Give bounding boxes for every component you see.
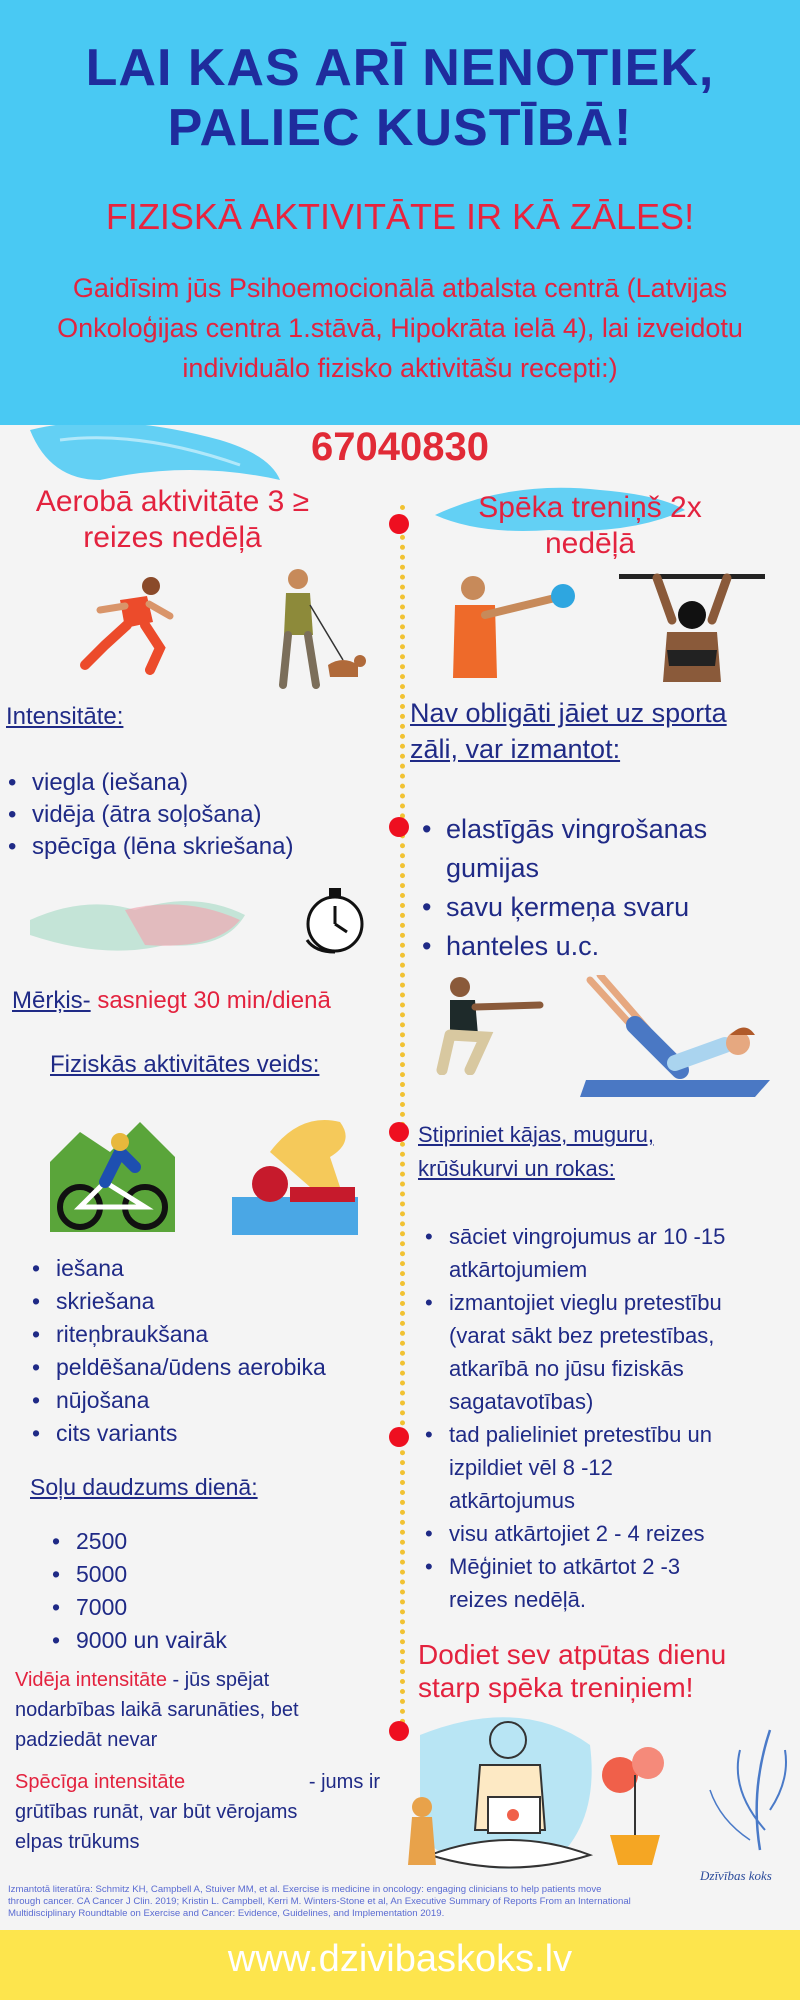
timeline-dot — [389, 1122, 409, 1142]
goal-value: sasniegt 30 min/dienā — [90, 987, 331, 1014]
references-line-1: Izmantotā literatūra: Schmitz KH, Campbell A, Stuiver MM, et al. Exercise is medicine in oncology: engaging clinicians to help patients move — [8, 1884, 602, 1895]
moderate-line-1: - jūs spējat — [166, 1669, 270, 1691]
list-item: • hanteles u.c. — [422, 927, 707, 966]
moderate-intensity-text — [15, 1665, 385, 1755]
references — [8, 1884, 794, 1920]
moderate-line-3: padziedāt nevar — [15, 1729, 158, 1751]
moderate-term: Vidēja intensitāte — [15, 1669, 167, 1691]
phone-number[interactable]: 67040830 — [311, 425, 489, 469]
list-item — [425, 1418, 800, 1517]
step-2-line-4: sagatavotības) — [449, 1389, 594, 1414]
swimmer-icon — [230, 1112, 360, 1237]
vigorous-line-2: grūtības runāt, var būt vērojams — [15, 1801, 298, 1823]
strengthen-heading — [418, 1118, 654, 1186]
list-item: • 9000 un vairāk — [52, 1624, 227, 1657]
timeline-dot — [389, 1427, 409, 1447]
goal-label: Mērķis- — [12, 987, 91, 1014]
list-item — [425, 1220, 800, 1286]
equipment-list — [422, 810, 707, 966]
page-subtitle: FIZISKĀ AKTIVITĀTE IR KĀ ZĀLES! — [105, 196, 695, 237]
strength-heading-line-1: Spēka treniņš 2x — [478, 491, 702, 524]
list-item: • visu atkārtojiet 2 - 4 reizes — [425, 1517, 800, 1550]
dog-icon — [402, 1795, 442, 1870]
strengthen-line-2: krūšukurvi un rokas: — [418, 1156, 615, 1181]
strengthen-line-1: Stipriniet kājas, muguru, — [418, 1122, 654, 1147]
aerobic-heading-line-1: Aerobā aktivitāte 3 ≥ — [35, 485, 310, 518]
intro-line-2: Onkoloģijas centra 1.stāvā, Hipokrāta ielā 4), lai izveidotu — [57, 313, 743, 343]
cyclist-icon — [50, 1112, 175, 1232]
dog-walker-icon — [258, 565, 373, 695]
aerobic-heading-line-2: reizes nedēļā — [83, 521, 262, 554]
activity-types-label: Fiziskās aktivitātes veids: — [50, 1051, 320, 1078]
gym-note-line-1: Nav obligāti jāiet uz sporta — [410, 698, 727, 728]
aerobic-heading — [5, 484, 340, 556]
gym-note — [410, 695, 727, 767]
intensity-list — [8, 767, 293, 863]
strength-heading-line-2: nedēļā — [544, 527, 636, 560]
page-title — [0, 38, 800, 158]
step-3-line-3: atkārtojumus — [449, 1488, 575, 1513]
activity-types-list — [32, 1252, 326, 1450]
runner-icon — [65, 570, 185, 675]
list-item: • iešana — [32, 1252, 326, 1285]
list-item — [425, 1550, 800, 1616]
intro-line-1: Gaidīsim jūs Psihoemocionālā atbalsta centrā (Latvijas — [72, 273, 728, 303]
intensity-label: Intensitāte: — [6, 703, 124, 730]
equipment-item-1-line-2: gumijas — [446, 853, 540, 883]
moderate-line-2: nodarbības laikā sarunāties, bet — [15, 1699, 299, 1721]
step-2-line-3: atkarībā no jūsu fiziskās — [449, 1356, 684, 1381]
steps-label: Soļu daudzums dienā: — [30, 1474, 258, 1500]
step-3-line-2: izpildiet vēl 8 -12 — [449, 1455, 613, 1480]
plant-icon — [600, 1735, 670, 1870]
list-item: • 2500 — [52, 1525, 227, 1558]
references-line-3: Multidisciplinary Roundtable on Exercise and Cancer: Evidence, Guidelines, and Implementation 2019. — [8, 1908, 445, 1919]
step-2-line-2: (varat sākt bez pretestības, — [449, 1323, 715, 1348]
dotted-timeline — [400, 505, 405, 1735]
list-item: • skriešana — [32, 1285, 326, 1318]
list-item: • 5000 — [52, 1558, 227, 1591]
kettlebell-man-icon — [445, 570, 580, 680]
list-item — [422, 810, 707, 888]
title-line-2: PALIEC KUSTĪBĀ! — [167, 99, 633, 157]
list-item: • peldēšana/ūdens aerobika — [32, 1351, 326, 1384]
list-item: • vidēja (ātra soļošana) — [8, 799, 293, 831]
rest-line-1: Dodiet sev atpūtas dienu — [418, 1639, 727, 1670]
step-5-line-2: reizes nedēļā. — [449, 1587, 586, 1612]
vigorous-term: Spēcīga intensitāte — [15, 1771, 186, 1793]
steps-list — [52, 1525, 227, 1657]
step-3-line-1: • tad palieliniet pretestību un — [449, 1422, 712, 1447]
list-item: • savu ķermeņa svaru — [422, 888, 707, 927]
list-item: • nūjošana — [32, 1384, 326, 1417]
situp-woman-icon — [580, 975, 775, 1100]
logo-text: Dzīvības koks — [700, 1868, 772, 1883]
list-item: • riteņbraukšana — [32, 1318, 326, 1351]
references-line-2: through cancer. CA Cancer J Clin. 2019; Kristin L. Campbell, Kerri M. Winters-Stone et al, An Executive Summary of Reports From an International — [8, 1896, 631, 1907]
step-1-line-2: atkārtojumiem — [449, 1257, 588, 1282]
timeline-dot — [389, 514, 409, 534]
goal-text — [12, 985, 331, 1017]
intro-text — [10, 268, 790, 388]
list-item: • viegla (iešana) — [8, 767, 293, 799]
vigorous-line-3: elpas trūkums — [15, 1831, 140, 1853]
pastel-brush-stroke — [25, 890, 250, 965]
rest-line-2: starp spēka treniņiem! — [418, 1672, 694, 1703]
equipment-item-1-line-1: • elastīgās vingrošanas — [446, 814, 708, 844]
website-link[interactable]: www.dzivibaskoks.lv — [227, 1938, 573, 1980]
list-item — [425, 1286, 800, 1418]
tree-logo-icon — [690, 1710, 800, 1860]
pullup-woman-icon — [617, 570, 767, 685]
strength-steps-list — [425, 1220, 800, 1616]
gym-note-line-2: zāli, var izmantot: — [410, 734, 621, 764]
stopwatch-icon — [295, 880, 375, 960]
footer-bar — [0, 1930, 800, 2000]
step-5-line-1: • Mēģiniet to atkārtot 2 -3 — [449, 1554, 681, 1579]
list-item: • spēcīga (lēna skriešana) — [8, 831, 293, 863]
strength-heading — [440, 490, 740, 562]
list-item: • cits variants — [32, 1417, 326, 1450]
header-banner — [0, 0, 800, 425]
squat-man-icon — [420, 975, 545, 1075]
step-1-line-1: • sāciet vingrojumus ar 10 -15 — [449, 1224, 726, 1249]
step-2-line-1: • izmantojiet vieglu pretestību — [449, 1290, 722, 1315]
timeline-dot — [389, 817, 409, 837]
vigorous-intensity-text — [15, 1767, 380, 1857]
title-line-1: LAI KAS ARĪ NENOTIEK, — [85, 39, 715, 97]
list-item: • 7000 — [52, 1591, 227, 1624]
intro-line-3: individuālo fizisko aktivitāšu recepti:) — [182, 353, 618, 383]
vigorous-line-1: - jums ir — [308, 1771, 380, 1793]
rest-day-note — [418, 1638, 763, 1704]
